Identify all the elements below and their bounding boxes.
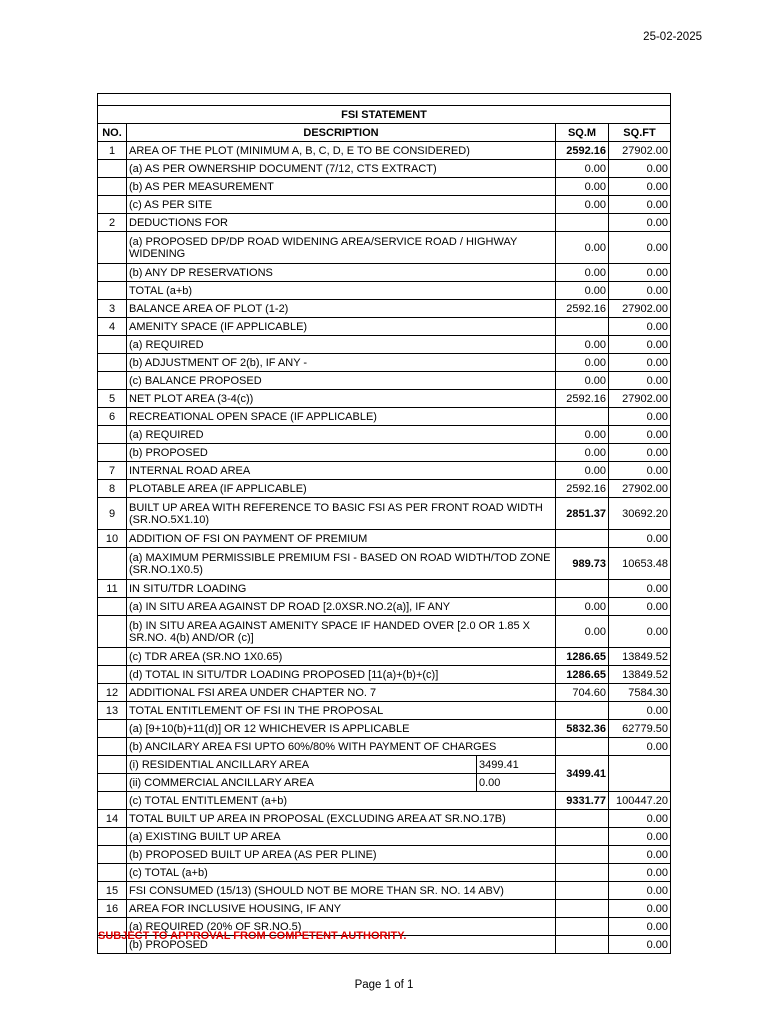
table-row [98,598,671,616]
row-sqft: 0.00 [609,444,671,462]
row-description: (c) AS PER SITE [127,196,556,214]
row-sqft: 0.00 [609,738,671,756]
row-sqm: 0.00 [556,282,609,300]
row-sqft: 13849.52 [609,648,671,666]
header-sqft: SQ.FT [609,124,671,142]
row-number [98,548,127,580]
table-row [98,616,671,648]
row-number: 15 [98,882,127,900]
table-row [98,196,671,214]
row-description: (c) BALANCE PROPOSED [127,372,556,390]
row-sqft: 0.00 [609,336,671,354]
table-row [98,498,671,530]
row-sqft: 7584.30 [609,684,671,702]
row-sqft: 0.00 [609,530,671,548]
row-number [98,846,127,864]
row-sqft [609,756,671,792]
approval-note: SUBJECT TO APPROVAL FROM COMPETENT AUTHORITY. [98,930,407,942]
row-sqm: 989.73 [556,548,609,580]
row-number [98,160,127,178]
commercial-ancillary-value: 0.00 [477,774,556,792]
row-number [98,354,127,372]
row-description: AREA FOR INCLUSIVE HOUSING, IF ANY [127,900,556,918]
row-description: ADDITION OF FSI ON PAYMENT OF PREMIUM [127,530,556,548]
row-description: (b) ANCILARY AREA FSI UPTO 60%/80% WITH PAYMENT OF CHARGES [127,738,556,756]
row-sqm [556,408,609,426]
table-row [98,232,671,264]
row-sqft: 27902.00 [609,300,671,318]
table-row [98,738,671,756]
row-description: AREA OF THE PLOT (MINIMUM A, B, C, D, E TO BE CONSIDERED) [127,142,556,160]
row-number: 8 [98,480,127,498]
table-row [98,214,671,232]
row-number: 3 [98,300,127,318]
row-number [98,756,127,774]
row-description: DEDUCTIONS FOR [127,214,556,232]
row-sqm: 0.00 [556,462,609,480]
row-sqm [556,318,609,336]
table-row [98,792,671,810]
row-sqft: 0.00 [609,264,671,282]
row-number: 4 [98,318,127,336]
document-date: 25-02-2025 [643,31,702,43]
row-description: AMENITY SPACE (IF APPLICABLE) [127,318,556,336]
row-number: 13 [98,702,127,720]
row-sqft: 0.00 [609,282,671,300]
row-description: (b) PROPOSED [127,936,556,954]
table-row [98,426,671,444]
row-description: (c) TOTAL ENTITLEMENT (a+b) [127,792,556,810]
table-title-row [98,106,671,124]
row-description: BUILT UP AREA WITH REFERENCE TO BASIC FSI AS PER FRONT ROAD WIDTH (SR.NO.5X1.10) [127,498,556,530]
row-description: (a) MAXIMUM PERMISSIBLE PREMIUM FSI - BASED ON ROAD WIDTH/TOD ZONE (SR.NO.1X0.5) [127,548,556,580]
row-number [98,738,127,756]
row-description: (a) EXISTING BUILT UP AREA [127,828,556,846]
row-sqm: 1286.65 [556,666,609,684]
row-number [98,598,127,616]
row-description: (a) REQUIRED (20% OF SR.NO.5) [127,918,556,936]
row-sqm: 5832.36 [556,720,609,738]
table-row [98,882,671,900]
row-number [98,864,127,882]
ancillary-total-sqm: 3499.41 [556,756,609,792]
row-sqm: 0.00 [556,444,609,462]
row-number [98,282,127,300]
table-row [98,178,671,196]
row-description: (a) REQUIRED [127,426,556,444]
row-description: NET PLOT AREA (3-4(c)) [127,390,556,408]
table-row [98,900,671,918]
row-description: (b) PROPOSED BUILT UP AREA (AS PER PLINE) [127,846,556,864]
row-description: TOTAL (a+b) [127,282,556,300]
row-sqm: 0.00 [556,354,609,372]
row-number [98,648,127,666]
row-number [98,178,127,196]
row-sqm [556,900,609,918]
row-sqft: 0.00 [609,900,671,918]
row-description: (a) [9+10(b)+11(d)] OR 12 WHICHEVER IS APPLICABLE [127,720,556,738]
row-sqm: 2592.16 [556,390,609,408]
row-sqm [556,214,609,232]
row-sqft: 27902.00 [609,390,671,408]
row-sqm: 2592.16 [556,480,609,498]
row-description: (a) REQUIRED [127,336,556,354]
row-sqm [556,882,609,900]
row-sqft: 0.00 [609,702,671,720]
table-row [98,300,671,318]
table-row [98,720,671,738]
row-number: 14 [98,810,127,828]
row-sqm [556,738,609,756]
row-sqm [556,846,609,864]
row-sqm [556,702,609,720]
row-sqft: 0.00 [609,810,671,828]
row-description: (b) PROPOSED [127,444,556,462]
row-description: (b) IN SITU AREA AGAINST AMENITY SPACE IF HANDED OVER [2.0 OR 1.85 X SR.NO. 4(b) AND/OR (c)] [127,616,556,648]
row-sqft: 0.00 [609,936,671,954]
table-row [98,530,671,548]
table-row [98,160,671,178]
row-sqft: 100447.20 [609,792,671,810]
row-sqm [556,918,609,936]
residential-ancillary-value: 3499.41 [477,756,556,774]
row-sqm: 0.00 [556,372,609,390]
row-description: (b) ANY DP RESERVATIONS [127,264,556,282]
row-sqm: 0.00 [556,598,609,616]
row-sqft: 0.00 [609,846,671,864]
row-sqft: 0.00 [609,372,671,390]
row-sqm [556,810,609,828]
table-row [98,354,671,372]
row-sqm: 0.00 [556,232,609,264]
table-row [98,264,671,282]
page-number: Page 1 of 1 [354,979,414,991]
commercial-ancillary-label: (ii) COMMERCIAL ANCILLARY AREA [127,774,477,792]
row-sqm [556,864,609,882]
table-row [98,444,671,462]
row-number: 12 [98,684,127,702]
row-sqft: 0.00 [609,160,671,178]
row-sqft: 0.00 [609,408,671,426]
row-number [98,264,127,282]
row-sqft: 0.00 [609,354,671,372]
header-description: DESCRIPTION [127,124,556,142]
row-description: (a) AS PER OWNERSHIP DOCUMENT (7/12, CTS EXTRACT) [127,160,556,178]
row-sqft: 0.00 [609,214,671,232]
row-description: TOTAL BUILT UP AREA IN PROPOSAL (EXCLUDING AREA AT SR.NO.17B) [127,810,556,828]
row-number: 5 [98,390,127,408]
row-description: FSI CONSUMED (15/13) (SHOULD NOT BE MORE THAN SR. NO. 14 ABV) [127,882,556,900]
row-sqm: 2851.37 [556,498,609,530]
row-sqm: 0.00 [556,426,609,444]
row-number: 11 [98,580,127,598]
row-sqm: 704.60 [556,684,609,702]
table-header-row [98,124,671,142]
row-sqft: 27902.00 [609,480,671,498]
table-row [98,390,671,408]
row-number [98,792,127,810]
row-sqft: 0.00 [609,232,671,264]
row-number: 16 [98,900,127,918]
row-description: (b) ADJUSTMENT OF 2(b), IF ANY - [127,354,556,372]
table-row [98,548,671,580]
row-description: ADDITIONAL FSI AREA UNDER CHAPTER NO. 7 [127,684,556,702]
row-number [98,828,127,846]
row-sqm: 0.00 [556,196,609,214]
table-row [98,336,671,354]
row-sqft: 0.00 [609,580,671,598]
row-description: (d) TOTAL IN SITU/TDR LOADING PROPOSED [11(a)+(b)+(c)] [127,666,556,684]
ancillary-residential-row [98,756,671,774]
header-sqm: SQ.M [556,124,609,142]
row-number: 6 [98,408,127,426]
table-row [98,408,671,426]
table-row [98,846,671,864]
row-number [98,232,127,264]
row-sqm: 2592.16 [556,142,609,160]
table-row [98,666,671,684]
row-sqm [556,580,609,598]
row-number [98,616,127,648]
row-sqft: 0.00 [609,426,671,444]
header-no: NO. [98,124,127,142]
row-sqft: 13849.52 [609,666,671,684]
blank-row [98,94,671,106]
row-sqm: 2592.16 [556,300,609,318]
residential-ancillary-label: (i) RESIDENTIAL ANCILLARY AREA [127,756,477,774]
row-number [98,666,127,684]
row-number [98,720,127,738]
row-sqm: 0.00 [556,336,609,354]
row-sqft: 0.00 [609,318,671,336]
row-number [98,774,127,792]
table-row [98,828,671,846]
row-sqft: 0.00 [609,462,671,480]
table-row [98,480,671,498]
table-title: FSI STATEMENT [98,106,671,124]
row-description: (c) TDR AREA (SR.NO 1X0.65) [127,648,556,666]
row-description: (a) PROPOSED DP/DP ROAD WIDENING AREA/SERVICE ROAD / HIGHWAY WIDENING [127,232,556,264]
row-sqft: 0.00 [609,828,671,846]
table-row [98,684,671,702]
row-sqft: 0.00 [609,882,671,900]
row-number [98,444,127,462]
row-description: IN SITU/TDR LOADING [127,580,556,598]
fsi-statement-table [97,93,671,954]
row-sqm: 0.00 [556,616,609,648]
row-description: (b) AS PER MEASUREMENT [127,178,556,196]
row-sqm [556,936,609,954]
row-number [98,336,127,354]
row-description: INTERNAL ROAD AREA [127,462,556,480]
row-number: 1 [98,142,127,160]
row-description: BALANCE AREA OF PLOT (1-2) [127,300,556,318]
row-sqft: 27902.00 [609,142,671,160]
row-sqft: 62779.50 [609,720,671,738]
row-sqm: 0.00 [556,264,609,282]
row-sqm [556,530,609,548]
row-sqm: 0.00 [556,160,609,178]
table-row [98,580,671,598]
row-sqm: 9331.77 [556,792,609,810]
table-row [98,864,671,882]
row-sqft: 0.00 [609,598,671,616]
table-row [98,810,671,828]
row-number [98,372,127,390]
table-row [98,142,671,160]
row-description: (a) IN SITU AREA AGAINST DP ROAD [2.0XSR.NO.2(a)], IF ANY [127,598,556,616]
row-sqft: 0.00 [609,178,671,196]
table-row [98,372,671,390]
row-sqft: 0.00 [609,196,671,214]
table-row [98,282,671,300]
row-sqft: 0.00 [609,616,671,648]
row-number: 2 [98,214,127,232]
row-number: 7 [98,462,127,480]
row-sqm: 0.00 [556,178,609,196]
row-number [98,426,127,444]
row-sqm: 1286.65 [556,648,609,666]
row-description: RECREATIONAL OPEN SPACE (IF APPLICABLE) [127,408,556,426]
table-row [98,462,671,480]
table-row [98,318,671,336]
row-sqm [556,828,609,846]
row-number [98,196,127,214]
row-sqft: 30692.20 [609,498,671,530]
row-description: TOTAL ENTITLEMENT OF FSI IN THE PROPOSAL [127,702,556,720]
row-description: (c) TOTAL (a+b) [127,864,556,882]
row-sqft: 10653.48 [609,548,671,580]
row-sqft: 0.00 [609,864,671,882]
row-number: 10 [98,530,127,548]
row-number: 9 [98,498,127,530]
row-description: PLOTABLE AREA (IF APPLICABLE) [127,480,556,498]
table-row [98,648,671,666]
table-row [98,702,671,720]
row-sqft: 0.00 [609,918,671,936]
